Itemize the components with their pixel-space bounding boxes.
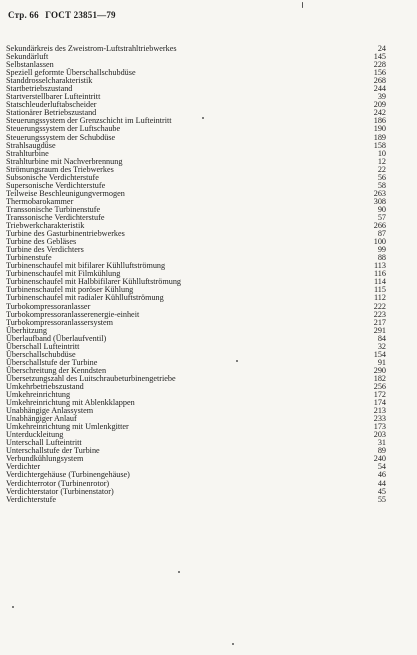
index-page-number: 263 [373, 188, 386, 198]
index-term: Stationärer Betriebszustand [6, 108, 97, 118]
index-entry [6, 319, 386, 327]
index-term: Turbinenstufe [6, 253, 52, 263]
index-term: Strahlturbine mit Nachverbrennung [6, 156, 123, 166]
index-page-number: 115 [374, 285, 386, 295]
scan-speck [236, 360, 238, 362]
index-page-number: 88 [377, 253, 386, 263]
index-entry [6, 488, 386, 496]
index-page-number: 217 [373, 317, 386, 327]
page-header [8, 10, 120, 20]
index-page-number: 213 [373, 406, 386, 416]
index-list [6, 45, 386, 504]
index-entry [6, 423, 386, 431]
index-page-number: 242 [373, 108, 386, 118]
index-page-number: 223 [373, 309, 386, 319]
index-term: Unabhängige Anlassystem [6, 406, 94, 416]
index-term: Überschallschubdüse [6, 349, 76, 359]
index-page-number: 90 [377, 204, 386, 214]
index-entry [6, 246, 386, 254]
index-page-number: 99 [377, 245, 386, 255]
index-term: Verdichtergehäuse (Turbinengehäuse) [6, 470, 130, 480]
index-term: Übersetzungszahl des Luitschraubeturbinengetriebe [6, 373, 176, 383]
index-term: Speziell geformte Überschallschubdüse [6, 68, 136, 78]
index-page-number: 173 [373, 422, 386, 432]
index-page-number: 56 [377, 172, 386, 182]
index-page-number: 240 [373, 454, 386, 464]
index-term: Steuerungssystem der Grenzschicht im Lufteintritt [6, 116, 172, 126]
index-page-number: 46 [377, 470, 386, 480]
index-page-number: 100 [373, 237, 386, 247]
index-term: Umkehreinrichtung [6, 390, 71, 400]
index-page-number: 112 [374, 293, 386, 303]
index-term: Unterduckleitung [6, 430, 64, 440]
index-page-number: 291 [373, 325, 386, 335]
index-term: Transsonische Turbinenstufe [6, 204, 101, 214]
scan-mark [302, 2, 303, 8]
index-page-number: 24 [377, 44, 386, 53]
index-term: Turbinenschaufel mit poröser Kühlung [6, 285, 134, 295]
index-term: Turbokompressoranlasserenergie-einheit [6, 309, 140, 319]
index-term: Turbine des Gasturbinentriebwerkes [6, 229, 125, 239]
index-term: Sekundärkreis des Zweistrom-Luftstrahltriebwerkes [6, 44, 177, 53]
index-term: Standdrosselcharakteristik [6, 76, 93, 86]
index-term: Supersonische Verdichterstufe [6, 180, 106, 190]
index-page-number: 91 [377, 357, 386, 367]
index-term: Unterschallstufe der Turbine [6, 446, 100, 456]
index-page-number: 256 [373, 381, 386, 391]
index-term: Unterschall Lufteintritt [6, 438, 82, 448]
index-term: Turbinenschaufel mit Filmkühlung [6, 269, 121, 279]
index-page-number: 55 [377, 494, 386, 504]
index-page-number: 114 [374, 277, 386, 287]
index-page-number: 145 [373, 52, 386, 62]
index-term: Startverstellbarer Lufteintritt [6, 92, 101, 102]
index-term: Thermobarokammer [6, 196, 74, 206]
index-entry [6, 455, 386, 463]
index-term: Turbinenschaufel mit radialer Kühlluftströmung [6, 293, 164, 303]
index-page-number: 57 [377, 212, 386, 222]
index-term: Unabhängiger Anlauf [6, 414, 77, 424]
index-term: Überlaufband (Überlaufventil) [6, 333, 107, 343]
index-page-number: 182 [373, 373, 386, 383]
index-term: Umkehreinrichtung mit Ablenkklappen [6, 398, 135, 408]
index-page-number: 12 [377, 156, 386, 166]
index-page-number: 268 [373, 76, 386, 86]
index-term: Turbokompressoranlasser [6, 301, 91, 311]
index-page-number: 189 [373, 132, 386, 142]
index-page-number: 31 [377, 438, 386, 448]
index-page-number: 172 [373, 390, 386, 400]
index-page-number: 158 [373, 140, 386, 150]
index-page-number: 32 [377, 341, 386, 351]
index-page-number: 44 [377, 478, 386, 488]
index-page-number: 116 [374, 269, 386, 279]
index-page-number: 22 [377, 164, 386, 174]
scan-speck [12, 606, 14, 608]
index-page-number: 174 [373, 398, 386, 408]
index-term: Überschallstufe der Turbine [6, 357, 98, 367]
index-page-number: 58 [377, 180, 386, 190]
standard-number: ГОСТ 23851—79 [45, 10, 116, 20]
scan-speck [232, 643, 234, 645]
index-page-number: 290 [373, 365, 386, 375]
index-page-number: 203 [373, 430, 386, 440]
page-label: Стр. 66 [8, 10, 39, 20]
index-page-number: 244 [373, 84, 386, 94]
index-entry [6, 53, 386, 61]
index-entry [6, 134, 386, 142]
index-term: Startbetriebszustand [6, 84, 73, 94]
index-term: Triebwerkcharakteristik [6, 221, 85, 231]
index-page-number: 84 [377, 333, 386, 343]
index-term: Turbine des Verdichters [6, 245, 84, 255]
index-term: Verdichterstufe [6, 494, 57, 504]
index-term: Steuerungssystem der Luftschaube [6, 124, 121, 134]
index-page-number: 113 [374, 261, 386, 271]
index-page-number: 222 [373, 301, 386, 311]
index-page-number: 87 [377, 229, 386, 239]
index-term: Verdichterstator (Turbinenstator) [6, 486, 114, 496]
index-term: Statschleuderluftabscheider [6, 100, 97, 110]
index-page-number: 154 [373, 349, 386, 359]
index-entry [6, 142, 386, 150]
index-term: Verbundkühlungsystem [6, 454, 84, 464]
scan-speck [178, 571, 180, 573]
index-page-number: 156 [373, 68, 386, 78]
index-term: Verdichter [6, 462, 41, 472]
index-term: Teilweise Beschleunigungvermogen [6, 188, 125, 198]
index-term: Umkehrbetriebszustand [6, 381, 84, 391]
index-term: Turbinenschaufel mit Halbbifilarer Kühlluftströmung [6, 277, 182, 287]
index-term: Überschreitung der Kenndsten [6, 365, 107, 375]
index-page-number: 190 [373, 124, 386, 134]
index-term: Turbokompressoranlassersystem [6, 317, 114, 327]
index-page-number: 266 [373, 221, 386, 231]
index-term: Turbinenschaufel mit bifilarer Kühlluftströmung [6, 261, 166, 271]
index-page-number: 89 [377, 446, 386, 456]
index-page-number: 10 [377, 148, 386, 158]
index-page-number: 54 [377, 462, 386, 472]
index-page-number: 233 [373, 414, 386, 424]
index-term: Überschall Lufteintritt [6, 341, 80, 351]
index-term: Verdichterrotor (Turbinenrotor) [6, 478, 110, 488]
scan-speck [202, 117, 204, 119]
index-term: Strahlsaugdüse [6, 140, 56, 150]
index-term: Steuerungssystem der Schubdüse [6, 132, 116, 142]
index-page-number: 45 [377, 486, 386, 496]
index-term: Strömungsraum des Triebwerkes [6, 164, 114, 174]
index-term: Überhitzung [6, 325, 47, 335]
index-term: Turbine des Gebläses [6, 237, 77, 247]
index-page-number: 186 [373, 116, 386, 126]
index-term: Selbstanlassen [6, 60, 54, 70]
index-page-number: 209 [373, 100, 386, 110]
index-entry [6, 496, 386, 504]
index-page-number: 228 [373, 60, 386, 70]
index-page-number: 39 [377, 92, 386, 102]
index-term: Strahlturbine [6, 148, 49, 158]
index-entry [6, 45, 386, 53]
index-term: Transsonische Verdichterstufe [6, 212, 105, 222]
index-term: Sekundärluft [6, 52, 49, 62]
index-page-number: 308 [373, 196, 386, 206]
index-term: Subsonische Verdichterstufe [6, 172, 99, 182]
index-term: Umkehreinrichtung mit Umlenkgitter [6, 422, 129, 432]
